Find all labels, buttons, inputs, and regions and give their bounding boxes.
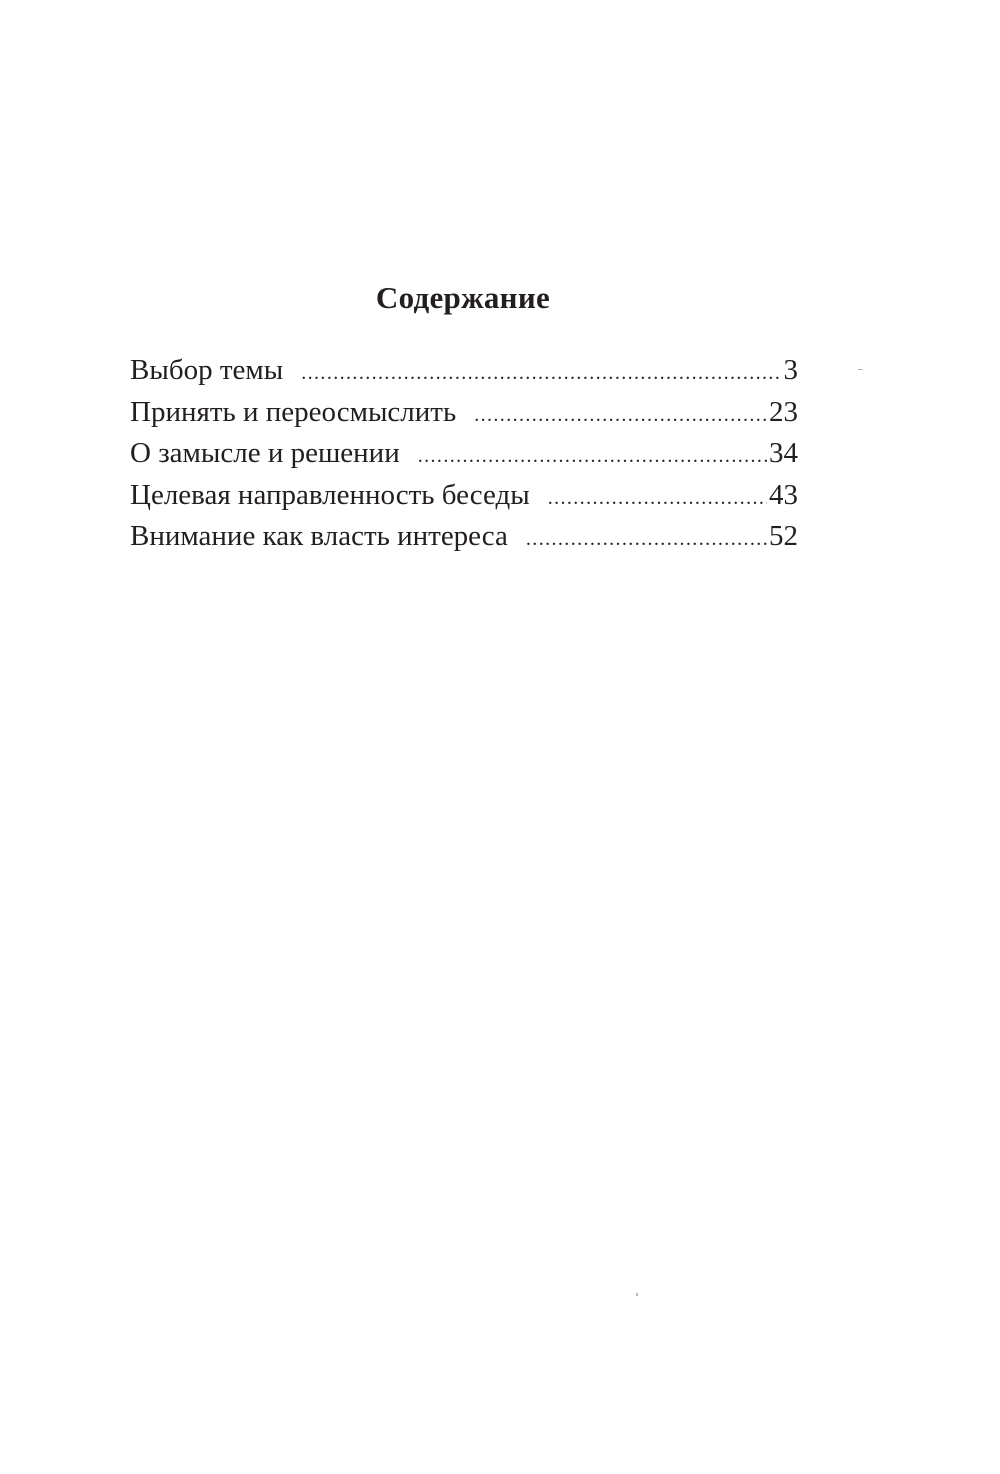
toc-entry-page-number: 43 <box>769 478 798 511</box>
toc-entry-title: Целевая направленность беседы <box>130 478 530 511</box>
toc-entry <box>130 516 798 558</box>
toc-entry-page-number: 3 <box>783 354 798 386</box>
toc-entry-title: Внимание как власть интереса <box>130 520 508 552</box>
toc-entry <box>130 350 798 392</box>
toc-entry-page-number: 23 <box>769 395 798 428</box>
toc-entry <box>130 433 798 475</box>
table-of-contents-heading: Содержание <box>375 280 551 315</box>
scan-speck <box>858 369 863 370</box>
dot-leader <box>474 395 767 437</box>
toc-entry-title: Выбор темы <box>130 354 284 386</box>
dot-leader <box>418 436 767 478</box>
toc-entry-title: О замысле и решении <box>130 437 400 469</box>
dot-leader <box>301 353 781 395</box>
toc-entry-page-number: 52 <box>769 520 798 552</box>
toc-entry <box>130 475 798 517</box>
table-of-contents-list <box>130 350 798 558</box>
toc-entry-title: Принять и переосмыслить <box>130 395 457 428</box>
dot-leader <box>548 478 767 520</box>
toc-entry-page-number: 34 <box>769 437 798 469</box>
scan-speck <box>636 1293 638 1296</box>
dot-leader <box>526 519 767 561</box>
toc-entry <box>130 392 798 434</box>
